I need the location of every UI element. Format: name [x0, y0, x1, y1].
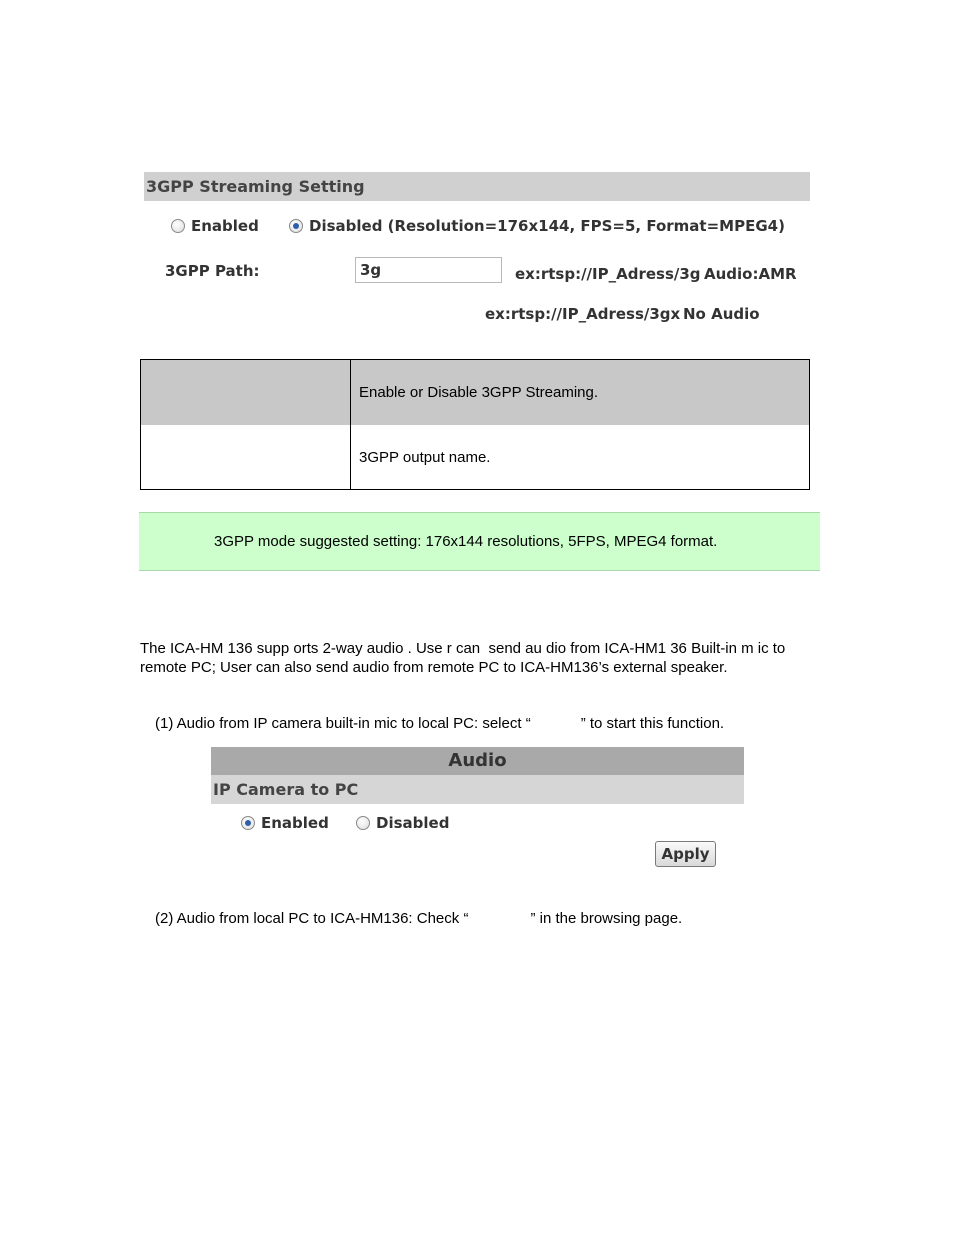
streaming-panel-title: 3GPP Streaming Setting — [144, 172, 810, 201]
radio-selected-icon[interactable] — [241, 816, 255, 830]
path-label: 3GPP Path: — [165, 262, 260, 280]
table-term-cell — [141, 425, 351, 489]
example-1-url: ex:rtsp://IP_Adress/3g — [515, 265, 701, 283]
audio-enabled-label: Enabled — [261, 813, 329, 832]
description-table — [140, 359, 810, 490]
step-1-before: (1) Audio from IP camera built-in mic to local PC: select “ — [155, 715, 531, 732]
intro-line-1: The ICA-HM 136 supp orts 2-way audio . Use r can send au dio from ICA-HM1 36 Built-in m ic to — [140, 640, 786, 657]
step-1-after: ” to start this function. — [580, 715, 725, 732]
table-row — [141, 360, 809, 426]
table-row — [141, 425, 809, 489]
note-box — [139, 512, 820, 571]
streaming-disabled-option[interactable] — [289, 216, 785, 236]
streaming-enabled-option[interactable] — [171, 216, 259, 236]
table-description-text: 3GPP output name. — [359, 448, 491, 466]
radio-unselected-icon[interactable] — [356, 816, 370, 830]
note-text: 3GPP mode suggested setting: 176x144 resolutions, 5FPS, MPEG4 format. — [214, 533, 718, 550]
example-2-url: ex:rtsp://IP_Adress/3gx — [485, 305, 681, 323]
example-1-audio: Audio:AMR — [704, 265, 797, 283]
apply-button[interactable]: Apply — [655, 841, 716, 867]
example-2-audio: No Audio — [683, 305, 760, 323]
table-description-text: Enable or Disable 3GPP Streaming. — [359, 384, 599, 401]
streaming-disabled-label: Disabled (Resolution=176x144, FPS=5, Format=MPEG4) — [309, 216, 785, 235]
audio-panel-title: Audio — [211, 747, 744, 775]
step-2-after: ” in the browsing page. — [530, 910, 683, 927]
step-1-text — [155, 714, 724, 733]
intro-line-2: remote PC; User can also send audio from remote PC to ICA-HM136’s external speaker. — [140, 659, 728, 676]
radio-selected-icon[interactable] — [289, 219, 303, 233]
table-description-cell — [359, 360, 809, 425]
path-input[interactable]: 3g — [355, 257, 502, 283]
table-description-cell — [359, 425, 809, 489]
audio-enabled-option[interactable] — [241, 813, 329, 833]
audio-disabled-option[interactable] — [356, 813, 449, 833]
radio-unselected-icon[interactable] — [171, 219, 185, 233]
step-2-text — [155, 909, 682, 928]
step-2-before: (2) Audio from local PC to ICA-HM136: Check “ — [155, 910, 469, 927]
audio-disabled-label: Disabled — [376, 813, 450, 832]
audio-panel-subtitle: IP Camera to PC — [211, 775, 744, 804]
table-term-cell — [141, 360, 351, 425]
streaming-enabled-label: Enabled — [191, 216, 259, 235]
